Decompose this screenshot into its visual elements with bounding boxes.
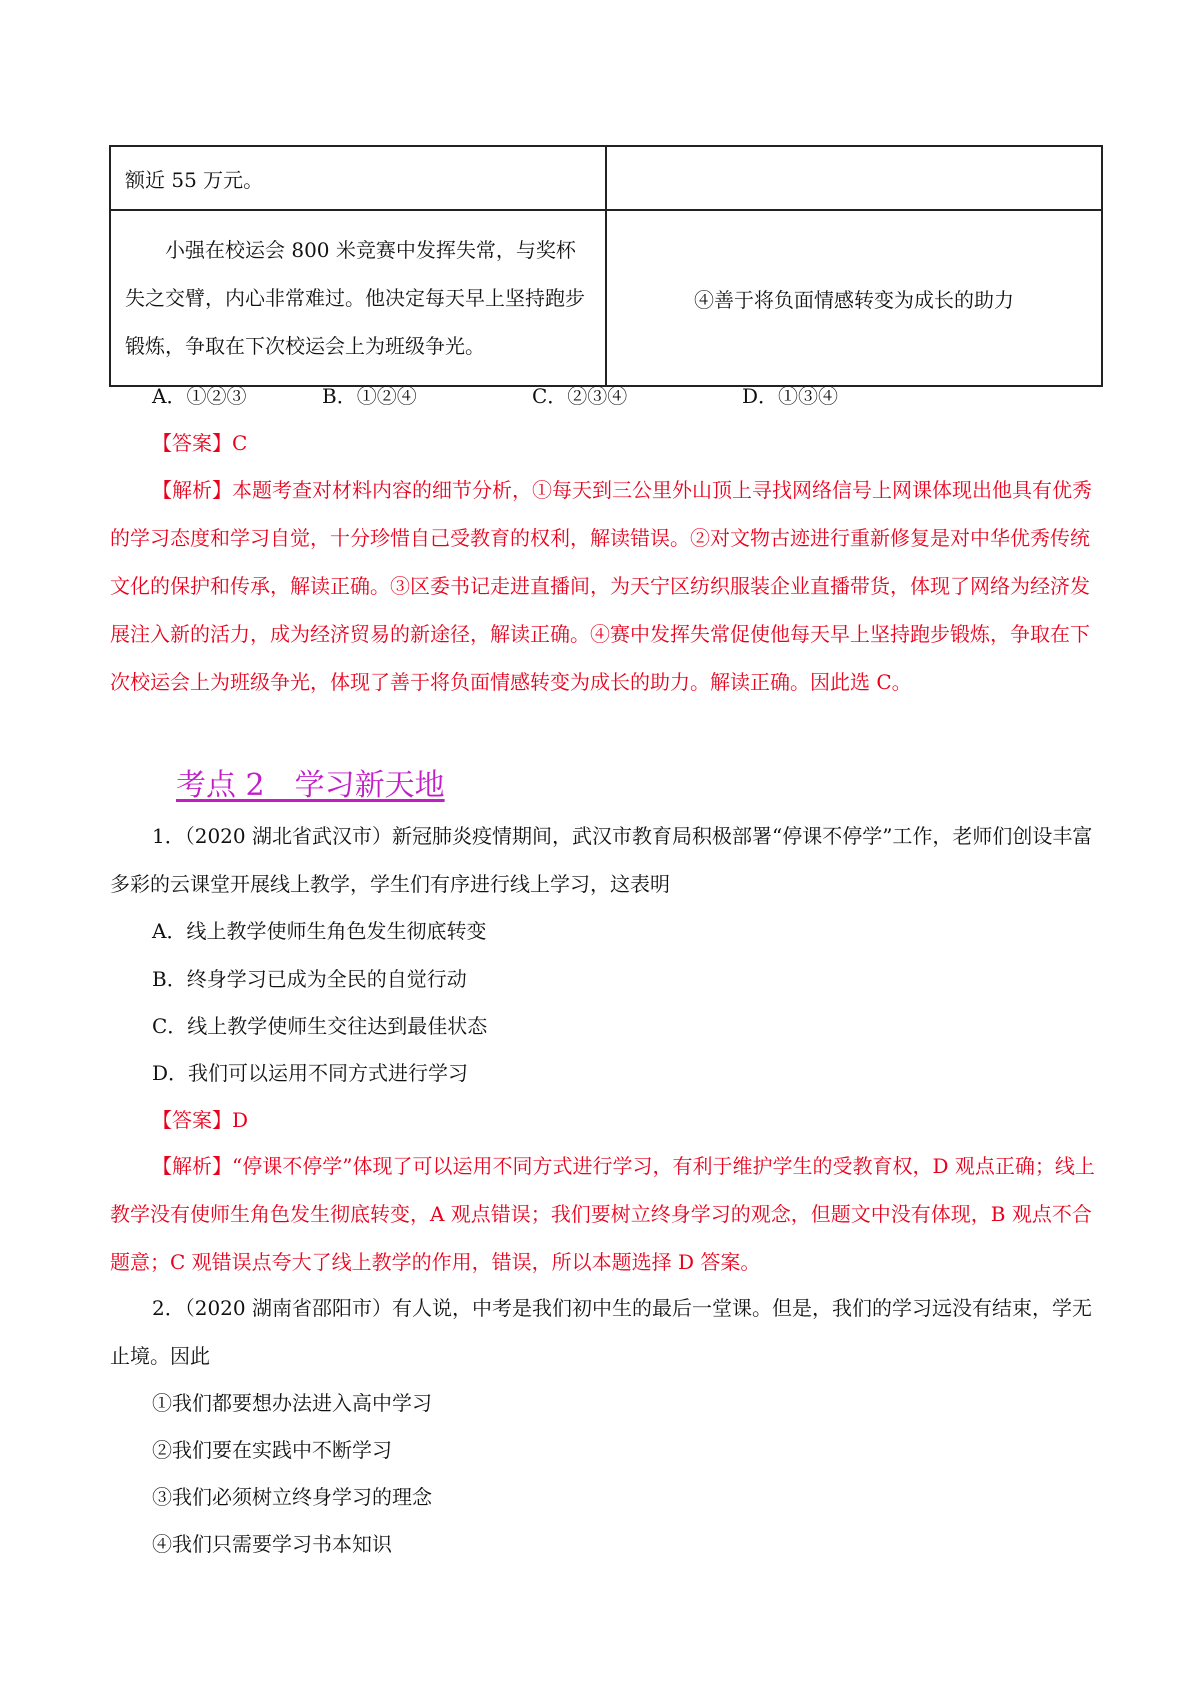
option-c: C．②③④ xyxy=(532,384,628,408)
q1-analysis-text: “停课不停学”体现了可以运用不同方式进行学习，有利于维护学生的受教育权，D 观点正确；线上教学没有使师生角色发生彻底转变，A 观点错误；我们要树立终身学习的观念，但题文中没有体现，B 观点不合题意；C 观错误点夸大了线上教学的作用，错误，所以本题选择 D 答案。 xyxy=(110,1154,1095,1274)
material-text: 小强在校运会 800 米竞赛中发挥失常，与奖杯失之交臂，内心非常难过。他决定每天早上坚持跑步锻炼，争取在下次校运会上为班级争光。 xyxy=(125,238,585,358)
analysis-paragraph xyxy=(110,466,1102,706)
table-row xyxy=(110,146,1102,210)
q1-analysis-paragraph xyxy=(110,1142,1102,1286)
table-cell-material xyxy=(110,210,606,386)
table-cell-interpretation: ④善于将负面情感转变为成长的助力 xyxy=(606,210,1102,386)
q1-option-d: D．我们可以运用不同方式进行学习 xyxy=(152,1061,469,1085)
analysis-text: 本题考查对材料内容的细节分析，①每天到三公里外山顶上寻找网络信号上网课体现出他具有优秀的学习态度和学习自觉，十分珍惜自己受教育的权利，解读错误。②对文物古迹进行重新修复是对中华优秀传统文化的保护和传承，解读正确。③区委书记走进直播间，为天宁区纺织服装企业直播带货，体现了网络为经济发展注入新的活力，成为经济贸易的新途径，解读正确。④赛中发挥失常促使他每天早上坚持跑步锻炼，争取在下次校运会上为班级争光，体现了善于将负面情感转变为成长的助力。解读正确。因此选 C。 xyxy=(110,478,1092,694)
q2-item-4: ④我们只需要学习书本知识 xyxy=(152,1532,392,1556)
q1-answer-line: 【答案】D xyxy=(152,1108,249,1132)
q2-item-2: ②我们要在实践中不断学习 xyxy=(152,1438,392,1462)
q2-item-1: ①我们都要想办法进入高中学习 xyxy=(152,1391,432,1415)
q1-option-a: A．线上教学使师生角色发生彻底转变 xyxy=(152,919,487,943)
question-1-stem xyxy=(110,812,1102,908)
option-b: B．①②④ xyxy=(322,384,417,408)
table-row xyxy=(110,210,1102,386)
q2-item-3: ③我们必须树立终身学习的理念 xyxy=(152,1485,432,1509)
option-a: A．①②③ xyxy=(152,384,247,408)
question-1-text: 1．（2020 湖北省武汉市）新冠肺炎疫情期间，武汉市教育局积极部署“停课不停学”工作，老师们创设丰富多彩的云课堂开展线上教学，学生们有序进行线上学习，这表明 xyxy=(110,824,1093,896)
table-cell-interpretation xyxy=(606,146,1102,210)
section-title: 考点 2 学习新天地 xyxy=(176,768,445,803)
table-cell-material: 额近 55 万元。 xyxy=(110,146,606,210)
question-2-stem xyxy=(110,1284,1102,1380)
q1-option-c: C．线上教学使师生交往达到最佳状态 xyxy=(152,1014,488,1038)
answer-line: 【答案】C xyxy=(152,431,248,455)
comparison-table xyxy=(109,145,1103,387)
q1-analysis-label: 【解析】 xyxy=(152,1154,232,1178)
analysis-label: 【解析】 xyxy=(152,478,232,502)
q1-option-b: B．终身学习已成为全民的自觉行动 xyxy=(152,967,467,991)
option-d: D．①③④ xyxy=(742,384,839,408)
question-2-text: 2．（2020 湖南省邵阳市）有人说，中考是我们初中生的最后一堂课。但是，我们的学习远没有结束，学无止境。因此 xyxy=(110,1296,1092,1368)
